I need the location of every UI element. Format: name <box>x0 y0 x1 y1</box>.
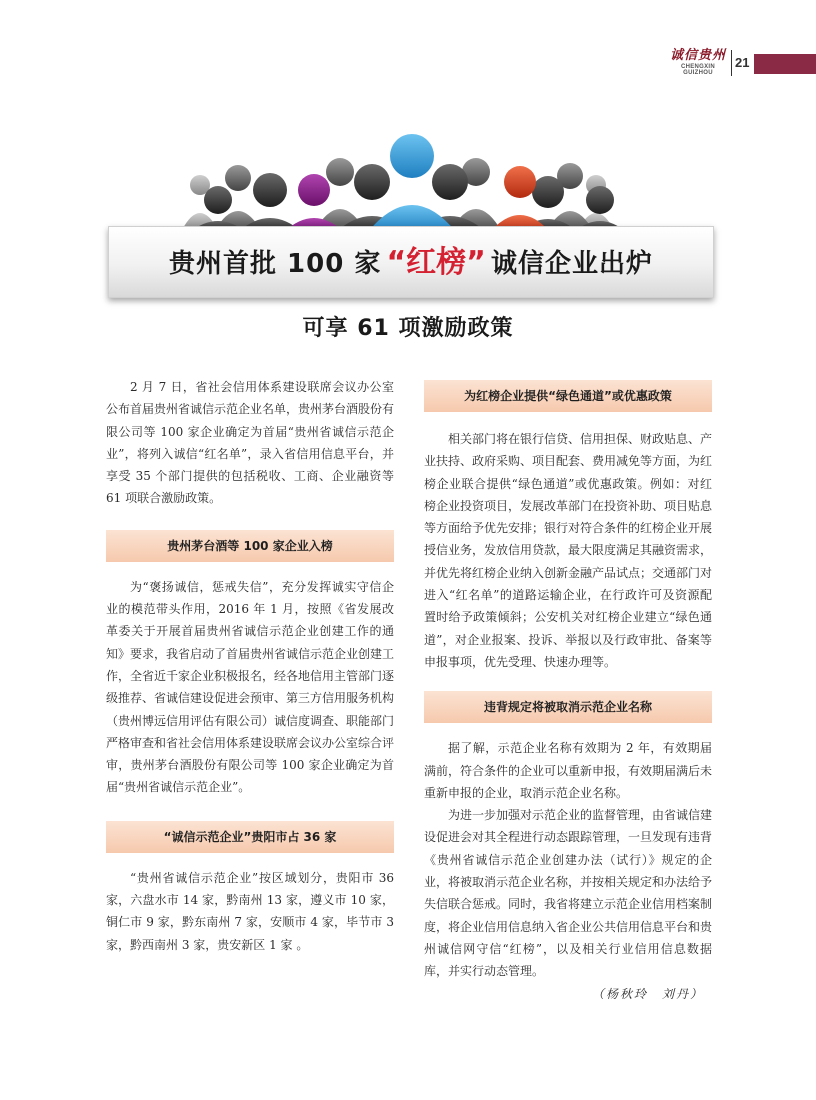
left-column <box>106 376 394 956</box>
title-highlight: “红榜” <box>386 245 486 280</box>
title-banner <box>108 226 714 298</box>
title-before: 贵州首批 100 家 <box>168 249 382 279</box>
section-paragraph: 相关部门将在银行信贷、信用担保、财政贴息、产业扶持、政府采购、项目配套、费用减免等方面，为红榜企业联合提供“绿色通道”或优惠政策。例如：对红榜企业投资项目，发展改革部门在投资补助、项目贴息等方面给予优先安排；银行对符合条件的红榜企业开展授信业务，发放信用贷款，最大限度满足其融资需求，并优先将红榜企业纳入创新金融产品试点；交通部门对进入“红名单”的道路运输企业，在行政许可及资源配置时给予政策倾斜；公安机关对红榜企业建立“绿色通道”，对企业报案、投诉、举报以及行政审批、备案等申报事项，优先受理、快速办理等。 <box>424 432 713 669</box>
author-signature: （杨秋玲 刘丹） <box>591 986 704 1001</box>
section-heading: 贵州茅台酒等 100 家企业入榜 <box>106 530 394 562</box>
section-paragraph: 据了解，示范企业名称有效期为 2 年，有效期届满前，符合条件的企业可以重新申报，有效期届满后未重新申报的企业，取消示范企业名称。 <box>424 741 713 800</box>
intro-paragraph: 2 月 7 日，省社会信用体系建设联席会议办公室公布首届贵州省诚信示范企业名单，贵州茅台酒股份有限公司等 100 家企业确定为首届“贵州省诚信示范企业”，将列入诚信“红名单”，录入省信用信息平台，并享受 35 个部门提供的包括税收、工商、企业融资等 61 项联合激励政策。 <box>106 380 395 506</box>
page-number: 21 <box>735 55 750 70</box>
section-paragraph: 为进一步加强对示范企业的监督管理，由省诚信建设促进会对其全程进行动态跟踪管理，一旦发现有违背《贵州省诚信示范企业创建办法（试行）》规定的企业，将被取消示范企业名称，并按相关规定和办法给予失信联合惩戒。同时，我省将建立示范企业信用档案制度，将企业信用信息纳入省企业公共信用信息平台和贵州诚信网守信“红榜”，以及相关行业信用信息数据库，并实行动态管理。 <box>424 808 713 979</box>
page-subtitle: 可享 61 项激励政策 <box>302 316 514 341</box>
section-paragraph: “贵州省诚信示范企业”按区域划分，贵阳市 36 家，六盘水市 14 家，黔南州 13 家，遵义市 10 家，铜仁市 9 家，黔东南州 7 家，安顺市 4 家，毕节市 3 家，黔西南州 3 家，贵安新区 1 家 。 <box>106 870 394 952</box>
header-color-bar <box>754 54 816 74</box>
section-heading: 为红榜企业提供“绿色通道”或优惠政策 <box>424 380 712 412</box>
section-heading: “诚信示范企业”贵阳市占 36 家 <box>106 821 394 853</box>
section-paragraph: 为“褒扬诚信，惩戒失信”，充分发挥诚实守信企业的模范带头作用，2016 年 1 月，按照《省发展改革委关于开展首届贵州省诚信示范企业创建工作的通知》要求，我省启动了首届贵州省诚信示范企业创建工作，全省近千家企业积极报名，经各地信用主管部门逐级推荐、省诚信建设促进会预审、第三方信用服务机构（贵州博远信用评估有限公司）诚信度调查、职能部门严格审查和省社会信用体系建设联席会议办公室综合评审，贵州茅台酒股份有限公司等 100 家企业确定为首届“贵州省诚信示范企业”。 <box>106 579 395 795</box>
right-column <box>424 376 712 1005</box>
header-divider <box>731 50 732 76</box>
logo-subtext: CHENGXIN GUIZHOU <box>680 64 716 76</box>
magazine-logo <box>668 48 728 78</box>
section-heading: 违背规定将被取消示范企业名称 <box>424 691 712 723</box>
title-after: 诚信企业出炉 <box>491 249 654 279</box>
logo-text: 诚信贵州 <box>669 48 726 63</box>
